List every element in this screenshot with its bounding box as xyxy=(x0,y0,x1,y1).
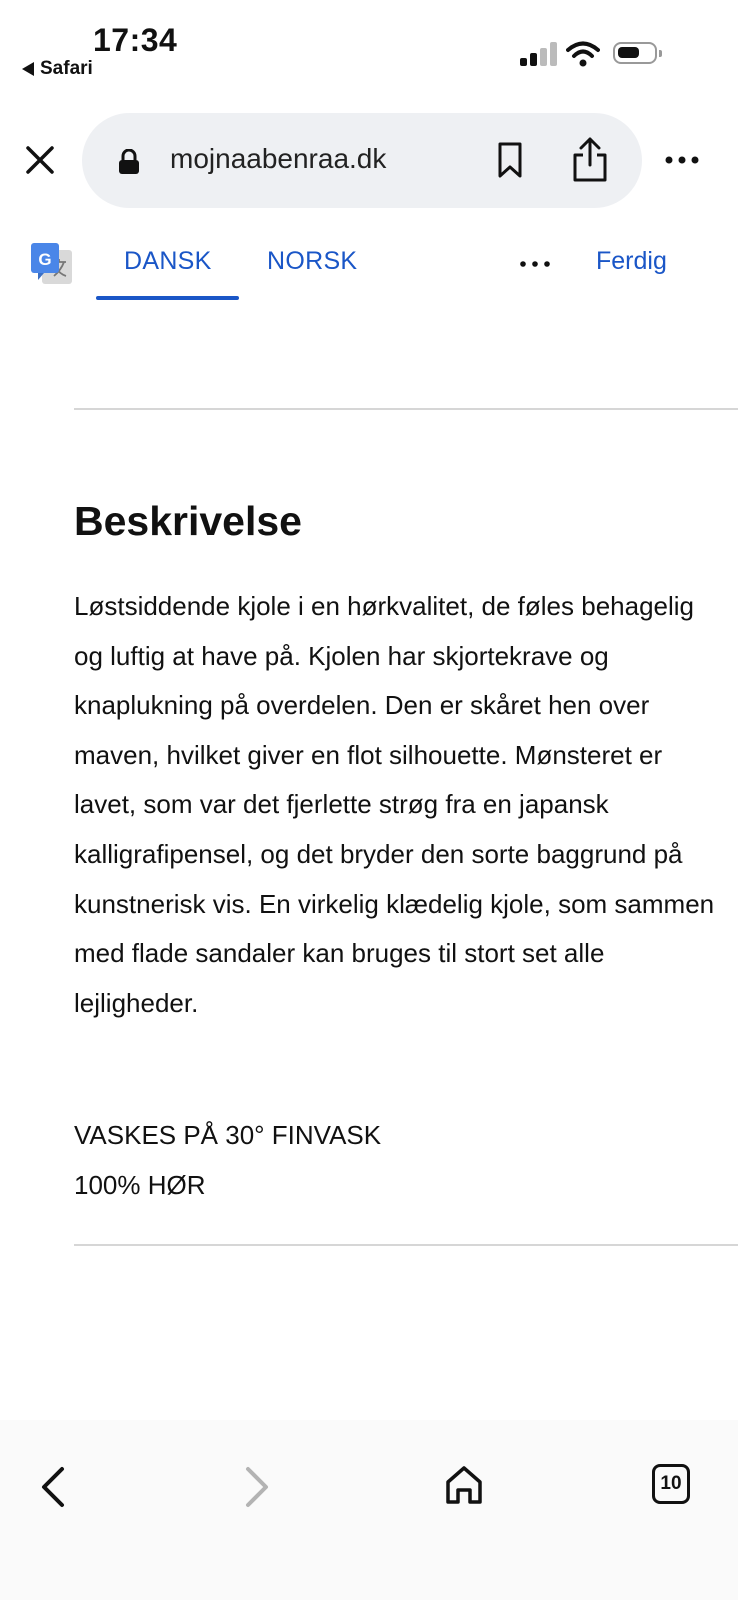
care-line-wash: VASKES PÅ 30° FINVASK xyxy=(74,1120,382,1150)
bottom-toolbar xyxy=(0,1420,738,1600)
tab-norsk[interactable]: NORSK xyxy=(267,247,358,275)
care-info xyxy=(74,1110,381,1210)
address-bar[interactable] xyxy=(82,113,642,208)
battery-icon xyxy=(613,42,657,64)
tab-dansk[interactable]: DANSK xyxy=(124,247,212,275)
section-heading: Beskrivelse xyxy=(74,498,302,544)
svg-text:G: G xyxy=(38,250,52,269)
forward-icon[interactable] xyxy=(240,1464,274,1510)
signal-icon xyxy=(520,42,558,66)
back-app-label: Safari xyxy=(40,58,93,79)
home-icon[interactable] xyxy=(444,1464,484,1506)
tabs-button[interactable]: 10 xyxy=(652,1464,690,1504)
back-triangle-icon xyxy=(22,62,34,76)
divider-bottom xyxy=(74,1244,738,1246)
more-icon[interactable] xyxy=(664,146,700,174)
back-icon[interactable] xyxy=(36,1464,70,1510)
done-button[interactable]: Ferdig xyxy=(596,247,667,275)
wifi-icon xyxy=(566,40,600,68)
share-icon[interactable] xyxy=(570,135,610,183)
care-line-material: 100% HØR xyxy=(74,1170,206,1200)
url-text: mojnaabenraa.dk xyxy=(170,143,387,174)
bookmark-icon[interactable] xyxy=(494,141,526,179)
status-time: 17:34 xyxy=(93,22,178,58)
product-description: Løstsiddende kjole i en hørkvalitet, de føles behagelig og luftig at have på. Kjolen har skjortekrave og knaplukning på overdelen. Den er skåret hen over maven, hvilket giver en flot silhouette. Mønsteret er lavet, som var det fjerlette strøg fra en japansk kalligrafipensel, og det bryder den sorte baggrund på kunstnerisk vis. En virkelig klædelig kjole, som sammen med flade sandaler kan bruges til stort set alle lejligheder. xyxy=(74,591,715,1018)
google-translate-icon xyxy=(30,242,74,286)
divider-top xyxy=(74,408,738,410)
lock-icon xyxy=(118,149,140,175)
close-icon[interactable] xyxy=(20,140,60,180)
back-to-app[interactable] xyxy=(22,58,93,80)
translate-more-icon[interactable] xyxy=(518,256,552,272)
selected-tab-indicator xyxy=(96,296,239,300)
